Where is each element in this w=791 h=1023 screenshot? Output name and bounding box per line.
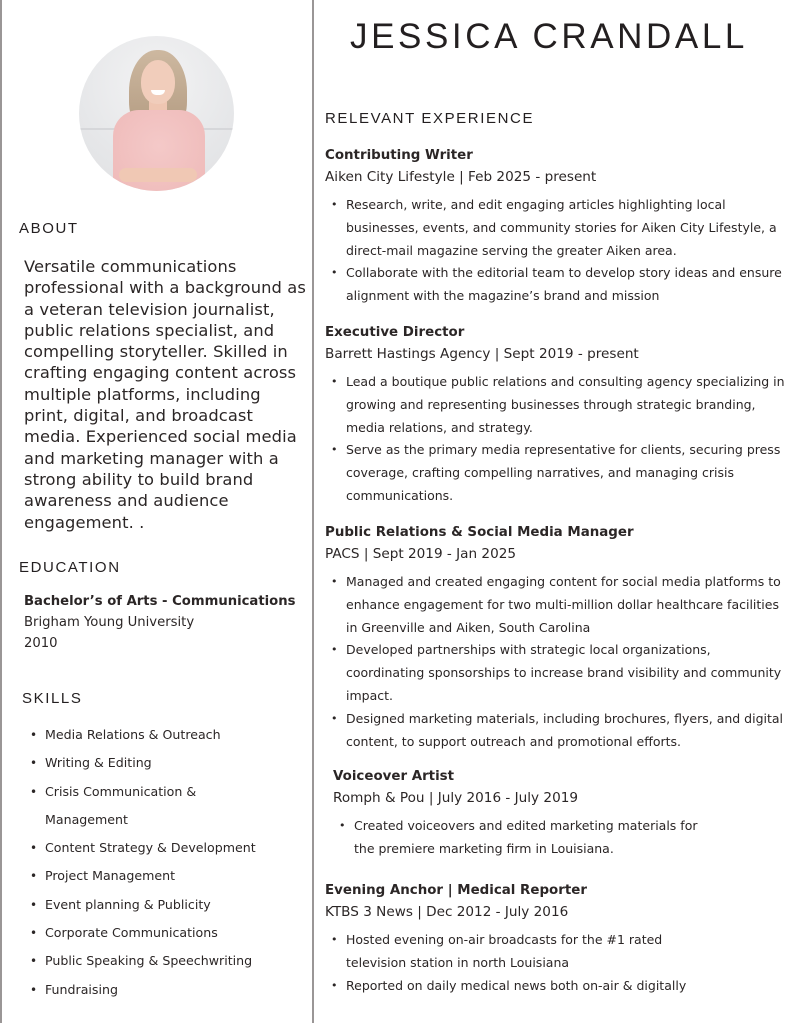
job-bullet: • Managed and created engaging content for social media platforms to enhance engagement for two multi-million dollar healthcare facilities in Greenville and Aiken, South Carolina xyxy=(325,571,787,639)
about-text: Versatile communications professional with a background as a veteran television journalist, public relations specialist, and compelling storyteller. Skilled in crafting engaging content across multiple platforms, including print, digital, and broadcast media. Experienced social media and marketing manager with a strong ability to build brand awareness and audience engagement. . xyxy=(24,257,306,532)
job-bullet: • Lead a boutique public relations and consulting agency specializing in growing and representing businesses through strategic branding, media relations, and strategy. xyxy=(325,371,787,439)
job-bullets xyxy=(333,815,733,861)
job-entry xyxy=(325,146,787,308)
skill-item: • Content Strategy & Development xyxy=(30,834,300,862)
job-bullet: • Serve as the primary media representative for clients, securing press coverage, crafting compelling narratives, and managing crisis communications. xyxy=(325,439,787,507)
skills-heading: SKILLS xyxy=(22,690,83,707)
job-bullet: • Research, write, and edit engaging articles highlighting local businesses, events, and community stories for Aiken City Lifestyle, a direct-mail magazine serving the greater Aiken area. xyxy=(325,194,787,262)
about-heading: ABOUT xyxy=(19,220,79,237)
skill-item: • Project Management xyxy=(30,862,300,890)
skill-item: • Writing & Editing xyxy=(30,749,300,777)
job-title: Public Relations & Social Media Manager xyxy=(325,525,634,540)
skill-item: • Crisis Communication & Management xyxy=(30,778,205,835)
skill-item: • Event planning & Publicity xyxy=(30,891,300,919)
skill-item: • Public Speaking & Speechwriting xyxy=(30,947,300,975)
skill-item: • Corporate Communications xyxy=(30,919,300,947)
job-bullet: • Developed partnerships with strategic local organizations, coordinating sponsorships to increase brand visibility and community impact. xyxy=(325,639,787,707)
job-entry xyxy=(333,767,733,861)
job-entry xyxy=(325,323,787,508)
job-bullet: • Hosted evening on-air broadcasts for the #1 rated television station in north Louisiana xyxy=(325,929,666,975)
education-entry xyxy=(24,591,309,654)
job-title: Contributing Writer xyxy=(325,148,473,163)
education-year: 2010 xyxy=(24,636,58,651)
education-degree: Bachelor’s of Arts - Communications xyxy=(24,594,296,609)
job-meta: PACS | Sept 2019 - Jan 2025 xyxy=(325,546,517,562)
job-meta: Romph & Pou | July 2016 - July 2019 xyxy=(333,790,579,806)
photo-face xyxy=(141,60,175,104)
job-bullets xyxy=(325,371,787,508)
skill-item: • Fundraising xyxy=(30,976,300,1004)
job-bullets xyxy=(325,571,787,753)
job-bullet: • Collaborate with the editorial team to develop story ideas and ensure alignment with the magazine’s brand and mission xyxy=(325,262,787,308)
education-heading: EDUCATION xyxy=(19,559,121,576)
profile-photo xyxy=(79,36,234,191)
job-entry xyxy=(325,881,787,997)
job-meta: Aiken City Lifestyle | Feb 2025 - present xyxy=(325,169,597,185)
job-title: Voiceover Artist xyxy=(333,769,455,784)
experience-heading: RELEVANT EXPERIENCE xyxy=(325,110,535,127)
skill-item: • Media Relations & Outreach xyxy=(30,721,300,749)
job-bullets xyxy=(325,929,787,997)
job-meta: KTBS 3 News | Dec 2012 - July 2016 xyxy=(325,904,569,920)
job-meta: Barrett Hastings Agency | Sept 2019 - present xyxy=(325,346,639,362)
skills-list xyxy=(30,721,300,1004)
left-column xyxy=(0,0,312,1023)
job-entry xyxy=(325,523,787,753)
right-column xyxy=(314,0,791,1023)
photo-arms xyxy=(119,168,197,182)
education-school: Brigham Young University xyxy=(24,615,195,630)
job-bullet: • Created voiceovers and edited marketing materials for the premiere marketing firm in Louisiana. xyxy=(333,815,704,861)
candidate-name: JESSICA CRANDALL xyxy=(350,17,748,56)
job-bullets xyxy=(325,194,787,308)
job-title: Evening Anchor | Medical Reporter xyxy=(325,883,587,898)
job-bullet: • Reported on daily medical news both on-air & digitally xyxy=(325,975,787,998)
job-title: Executive Director xyxy=(325,325,465,340)
job-bullet: • Designed marketing materials, including brochures, flyers, and digital content, to support outreach and promotional efforts. xyxy=(325,708,787,754)
